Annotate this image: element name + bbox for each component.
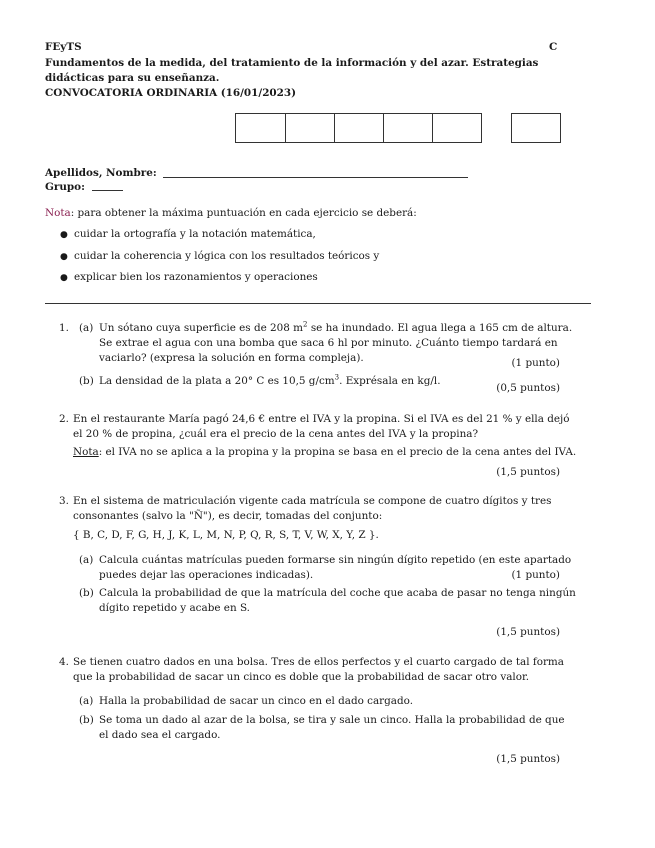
note-item-1: cuidar la ortografía y la notación matemática, [74,228,316,240]
bullet-icon: ● [60,273,68,283]
exam-call: CONVOCATORIA ORDINARIA (16/01/2023) [45,87,297,99]
exam-model: C [549,41,558,53]
q1b-points: (0,5 puntos) [496,382,560,394]
name-field[interactable] [163,177,468,178]
section-divider [45,303,591,304]
q1a-line3: vaciarlo? (expresa la solución en forma compleja). [99,352,364,364]
note-item-3: explicar bien los razonamientos y operaciones [74,271,318,283]
org-label: FEyTS [45,41,82,53]
q3-line1: En el sistema de matriculación vigente cada matrícula se compone de cuatro dígitos y tres [73,495,552,507]
q1a-line2: Se extrae el agua con una bomba que saca 6 hl por minuto. ¿Cuánto tiempo tardará en [99,337,558,349]
course-title-line1: Fundamentos de la medida, del tratamiento de la información y del azar. Estrategias [45,57,539,69]
bullet-icon: ● [60,252,68,262]
course-title-line2: didácticas para su enseñanza. [45,72,220,84]
q2-points: (1,5 puntos) [496,466,560,478]
q2-line1: En el restaurante María pagó 24,6 € entre el IVA y la propina. Si el IVA es del 21 % y ella dejó [73,413,570,425]
q3-set: { B, C, D, F, G, H, J, K, L, M, N, P, Q, R, S, T, V, W, X, Y, Z }. [73,529,379,541]
q3-line2: consonantes (salvo la "Ñ"), es decir, tomadas del conjunto: [73,510,383,522]
q1a-points: (1 punto) [511,357,560,369]
q4a-label: (a) [79,695,94,707]
q4a-line: Halla la probabilidad de sacar un cinco en el dado cargado. [99,695,414,707]
q1-number: 1. [59,322,69,334]
bullet-icon: ● [60,230,68,240]
q3-points: (1,5 puntos) [496,626,560,638]
q3-number: 3. [59,495,69,507]
q4-line2: que la probabilidad de sacar un cinco es doble que la probabilidad de sacar otro valor. [73,671,530,683]
check-code-box[interactable] [511,113,561,143]
q1a-label: (a) [79,322,94,334]
q3b-label: (b) [79,587,94,599]
q1a-line1: Un sótano cuya superficie es de 208 $m^2$ se ha inundado. El agua llega a 165 cm de altura. [99,320,573,334]
q4-number: 4. [59,656,69,668]
q4b-line2: el dado sea el cargado. [99,729,221,741]
q3a-line2: puedes dejar las operaciones indicadas). [99,569,314,581]
q3a-points: (1 punto) [511,569,560,581]
q1b-label: (b) [79,375,94,387]
q4b-label: (b) [79,714,94,726]
q4b-line1: Se toma un dado al azar de la bolsa, se tira y sale un cinco. Halla la probabilidad de que [99,714,565,726]
name-label: Apellidos, Nombre: [45,167,157,179]
id-code-boxes[interactable] [235,113,482,143]
group-label: Grupo: [45,181,85,193]
q3b-line2: dígito repetido y acabe en S. [99,602,250,614]
q2-number: 2. [59,413,69,425]
note-label: Nota [45,207,71,219]
q3a-line1: Calcula cuántas matrículas pueden formarse sin ningún dígito repetido (en este apartado [99,554,572,566]
q4-points: (1,5 puntos) [496,753,560,765]
group-field[interactable] [92,190,123,191]
q4-line1: Se tienen cuatro dados en una bolsa. Tres de ellos perfectos y el cuarto cargado de tal forma [73,656,564,668]
q3b-line1: Calcula la probabilidad de que la matrícula del coche que acaba de pasar no tenga ningún [99,587,576,599]
q2-note: Nota: el IVA no se aplica a la propina y la propina se basa en el precio de la cena antes del IVA. [73,446,577,458]
note-text: Nota: para obtener la máxima puntuación en cada ejercicio se deberá: [45,207,417,219]
note-item-2: cuidar la coherencia y lógica con los resultados teóricos y [74,250,380,262]
q3a-label: (a) [79,554,94,566]
q2-note-label: Nota [73,446,99,458]
q1b-line: La densidad de la plata a 20° C es 10,5 $g/cm^3$. Exprésala en kg/l. [99,373,441,387]
q2-line2: el 20 % de propina, ¿cuál era el precio de la cena antes del IVA y la propina? [73,428,479,440]
